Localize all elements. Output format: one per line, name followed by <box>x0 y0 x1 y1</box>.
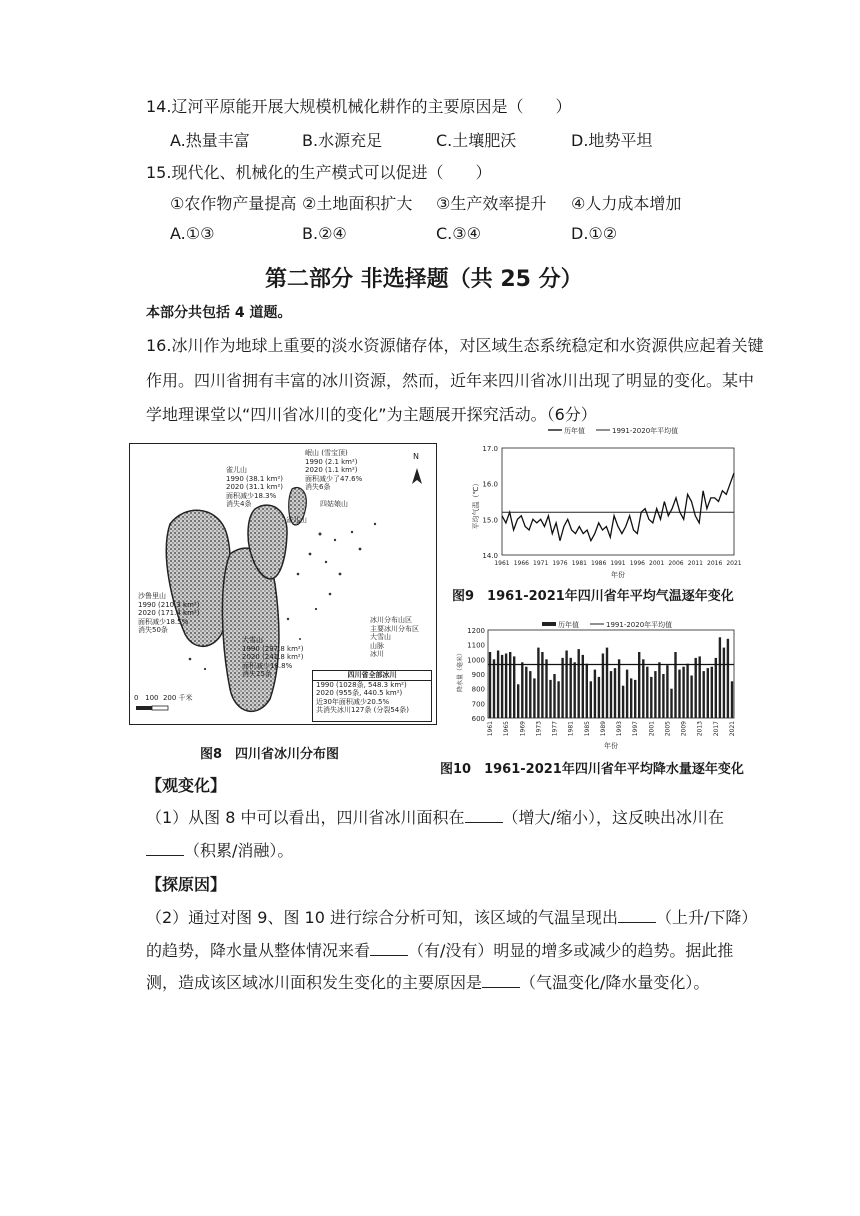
cause-q2-line1 <box>146 905 757 928</box>
bar-annual <box>622 686 624 718</box>
cause-q2-text-a: （2）通过对图 9、图 10 进行综合分析可知，该区域的气温呈现出 <box>146 908 618 927</box>
q15-item-1: ①农作物产量提高 <box>170 194 297 213</box>
bar-annual <box>614 668 616 718</box>
bar-annual <box>493 659 495 718</box>
fig10-chart <box>448 618 748 752</box>
q14-option-b[interactable]: B.水源充足 <box>302 131 383 150</box>
cause-heading: 【探原因】 <box>146 875 227 894</box>
x-tick-label: 1969 <box>519 721 527 737</box>
plot-frame <box>502 448 734 555</box>
bar-annual <box>654 671 656 718</box>
q15-item-4: ④人力成本增加 <box>571 194 682 213</box>
q15-option-b[interactable]: B.②④ <box>302 224 347 243</box>
obs-q1-text-c: （积累/消融）。 <box>184 841 294 860</box>
x-tick-label: 2001 <box>648 721 656 737</box>
x-tick-label: 1997 <box>632 721 640 737</box>
fig8-summary <box>312 670 432 722</box>
bar-annual <box>686 664 688 718</box>
x-tick-label: 1981 <box>571 560 587 567</box>
bar-annual <box>590 681 592 718</box>
x-axis-label: 年份 <box>611 571 625 579</box>
x-tick-label: 1989 <box>599 721 607 737</box>
x-axis-label: 年份 <box>604 742 618 750</box>
q14-stem: 14.辽河平原能开展大规模机械化耕作的主要原因是（ ） <box>146 97 572 116</box>
q14-option-c[interactable]: C.土壤肥沃 <box>436 131 517 150</box>
bar-annual <box>505 654 507 719</box>
daxueshan-label: 大雪山 1990 (297.8 km²) 2020 (241.8 km²) 面积减少18.8% 消失25条 <box>242 636 304 678</box>
bar-annual <box>578 649 580 718</box>
x-tick-label: 1991 <box>610 560 626 567</box>
legend-item-3: 山脉 <box>370 641 384 650</box>
north-label: N <box>413 452 419 461</box>
cause-q2-blank-3[interactable] <box>482 973 520 988</box>
cause-q2-text-d: （有/没有）明显的增多或减少的趋势。据此推 <box>408 941 734 960</box>
fig8-legend <box>370 616 430 659</box>
x-tick-label: 2009 <box>680 721 688 737</box>
obs-q1-text-a: （1）从图 8 中可以看出，四川省冰川面积在 <box>146 808 465 827</box>
y-tick-label: 700 <box>471 700 485 709</box>
cause-q2-text-b: （上升/下降） <box>655 908 758 927</box>
bar-annual <box>549 680 551 718</box>
legend-item-2: 大雪山 <box>370 633 391 641</box>
bar-annual <box>513 656 515 718</box>
x-tick-label: 1961 <box>487 721 495 737</box>
obs-heading: 【观变化】 <box>146 776 227 795</box>
q15-stem: 15.现代化、机械化的生产模式可以促进（ ） <box>146 163 492 182</box>
q15-option-c[interactable]: C.③④ <box>436 224 481 243</box>
bar-annual <box>537 648 539 718</box>
cause-q2-line3 <box>146 970 709 993</box>
bar-annual <box>561 658 563 718</box>
x-tick-label: 1996 <box>629 560 645 567</box>
fig9-caption: 图9 1961-2021年四川省年平均气温逐年变化 <box>452 589 734 604</box>
y-axis-label: 降水量（毫米） <box>457 649 464 692</box>
bar-annual <box>606 648 608 718</box>
x-tick-label: 2021 <box>726 560 742 567</box>
bar-annual <box>666 665 668 718</box>
x-tick-label: 1961 <box>494 560 510 567</box>
siguniang-label: 四姑娘山 <box>320 500 348 508</box>
bar-annual <box>489 652 491 718</box>
q16-line2: 作用。四川省拥有丰富的冰川资源，然而，近年来四川省冰川出现了明显的变化。某中 <box>146 371 755 390</box>
bar-annual <box>670 689 672 718</box>
cause-q2-blank-2[interactable] <box>370 941 408 956</box>
x-tick-label: 1976 <box>552 560 568 567</box>
obs-q1-line1 <box>146 805 724 828</box>
x-tick-label: 2001 <box>649 560 665 567</box>
cause-q2-line2 <box>146 938 733 961</box>
legend-label-annual: 历年值 <box>564 427 585 435</box>
legend-label-annual: 历年值 <box>558 621 579 629</box>
legend-swatch-annual <box>542 622 556 626</box>
y-tick-label: 17.0 <box>482 445 498 453</box>
y-axis-label: 平均气温（℃） <box>472 479 480 530</box>
x-tick-label: 2005 <box>664 721 672 737</box>
bar-annual <box>610 671 612 718</box>
bar-annual <box>574 662 576 718</box>
obs-q1-blank-2[interactable] <box>146 841 184 856</box>
summary-item-4: 共消失冰川127条 (分裂54条) <box>316 706 409 714</box>
queer-small-label: 雀儿山 <box>286 516 307 524</box>
summary-item-2: 2020 (955条, 440.5 km²) <box>316 689 403 697</box>
summary-title: 四川省全部冰川 <box>313 671 431 681</box>
legend-item-1: 主要冰川分布区 <box>370 624 419 633</box>
cause-q2-text-f: （气温变化/降水量变化）。 <box>520 973 710 992</box>
legend-label-mean: 1991-2020年平均值 <box>612 427 679 435</box>
x-tick-label: 2021 <box>728 721 736 737</box>
obs-q1-text-b: （增大/缩小），这反映出冰川在 <box>502 808 724 827</box>
x-tick-label: 1985 <box>583 721 591 737</box>
bar-annual <box>541 652 543 718</box>
y-tick-label: 1100 <box>467 641 485 650</box>
bar-annual <box>618 659 620 718</box>
bar-annual <box>626 670 628 718</box>
bar-annual <box>525 667 527 718</box>
bar-annual <box>658 662 660 718</box>
x-tick-label: 1966 <box>513 560 529 567</box>
x-tick-label: 2011 <box>687 560 703 567</box>
legend-title: 冰川分布山区 <box>370 616 412 624</box>
fig8-map <box>129 443 437 725</box>
q14-option-a[interactable]: A.热量丰富 <box>170 131 250 150</box>
bar-annual <box>682 667 684 718</box>
y-tick-label: 1000 <box>467 656 485 665</box>
bar-annual <box>545 659 547 718</box>
bar-annual <box>521 662 523 718</box>
x-tick-label: 1993 <box>616 721 624 737</box>
x-tick-label: 2006 <box>668 560 684 567</box>
x-tick-label: 2013 <box>696 721 704 737</box>
x-tick-label: 1973 <box>535 721 543 737</box>
cause-q2-text-c: 的趋势，降水量从整体情况来看 <box>146 941 371 960</box>
y-tick-label: 15.0 <box>482 516 498 525</box>
x-tick-label: 1965 <box>503 721 511 737</box>
scale-label: 0 100 200 千米 <box>134 694 193 702</box>
obs-q1-line2 <box>146 838 293 861</box>
y-tick-label: 16.0 <box>482 480 498 489</box>
cause-q2-blank-1[interactable] <box>618 908 656 923</box>
bar-annual <box>517 684 519 718</box>
x-tick-label: 2017 <box>712 721 720 737</box>
minshan-label: 岷山 (雪宝顶) 1990 (2.1 km²) 2020 (1.1 km²) 面积减少了47.6% 消失6条 <box>305 449 363 491</box>
x-tick-label: 1977 <box>551 721 559 737</box>
bar-annual <box>674 652 676 718</box>
bar-annual <box>650 677 652 718</box>
y-tick-label: 14.0 <box>482 552 498 560</box>
bar-annual <box>731 681 733 718</box>
fig8-caption: 图8 四川省冰川分布图 <box>200 747 340 762</box>
bar-annual <box>707 668 709 718</box>
x-tick-label: 1986 <box>591 560 607 567</box>
queershan-label: 雀儿山 1990 (38.1 km²) 2020 (31.1 km²) 面积减少18.3% 消失4条 <box>226 466 283 508</box>
x-tick-label: 2016 <box>707 560 723 567</box>
bar-annual <box>699 656 701 718</box>
bar-annual <box>662 674 664 718</box>
x-tick-label: 1981 <box>567 721 575 737</box>
y-tick-label: 600 <box>471 715 485 723</box>
q15-option-d[interactable]: D.①② <box>571 224 618 243</box>
bar-annual <box>634 680 636 718</box>
bar-annual <box>638 652 640 718</box>
legend-item-4: 冰川 <box>370 650 384 658</box>
part2-note: 本部分共包括 4 道题。 <box>146 305 292 321</box>
q15-option-a[interactable]: A.①③ <box>170 224 215 243</box>
bar-annual <box>565 651 567 719</box>
bar-annual <box>723 648 725 718</box>
fig9-chart <box>448 420 748 600</box>
cause-q2-text-e: 测，造成该区域冰川面积发生变化的主要原因是 <box>146 973 483 992</box>
bar-annual <box>570 658 572 718</box>
q15-item-3: ③生产效率提升 <box>436 194 547 213</box>
bar-annual <box>497 651 499 719</box>
fig10-caption: 图10 1961-2021年四川省年平均降水量逐年变化 <box>440 762 744 777</box>
bar-annual <box>678 670 680 718</box>
bar-annual <box>553 674 555 718</box>
part2-title: 第二部分 非选择题（共 25 分） <box>265 267 583 292</box>
obs-q1-blank-1[interactable] <box>465 808 503 823</box>
series-line-annual <box>502 473 734 541</box>
bar-annual <box>509 652 511 718</box>
q15-item-2: ②土地面积扩大 <box>302 194 413 213</box>
bar-annual <box>711 667 713 718</box>
q14-option-d[interactable]: D.地势平坦 <box>571 131 653 150</box>
bar-annual <box>715 658 717 718</box>
x-tick-label: 1971 <box>533 560 549 567</box>
bar-annual <box>703 671 705 718</box>
q16-line3: 学地理课堂以“四川省冰川的变化”为主题展开探究活动。（6分） <box>146 405 597 424</box>
legend-label-mean: 1991-2020年平均值 <box>606 621 673 629</box>
bar-annual <box>690 676 692 719</box>
summary-item-3: 近30年面积减少20.5% <box>316 697 390 706</box>
bar-annual <box>594 670 596 718</box>
bar-annual <box>695 658 697 718</box>
bar-annual <box>646 667 648 718</box>
y-tick-label: 900 <box>471 671 485 679</box>
y-tick-label: 1200 <box>467 627 485 635</box>
summary-item-1: 1990 (1028条, 548.3 km²) <box>316 680 407 689</box>
bar-annual <box>533 678 535 718</box>
shaluli-label: 沙鲁里山 1990 (210.3 km²) 2020 (171.4 km²) 面积减少18.5% 消失50条 <box>138 592 200 634</box>
bar-annual <box>727 639 729 718</box>
bar-annual <box>719 637 721 718</box>
bar-annual <box>529 671 531 718</box>
y-tick-label: 800 <box>471 685 485 694</box>
bar-annual <box>630 678 632 718</box>
q16-line1: 16.冰川作为地球上重要的淡水资源储存体，对区域生态系统稳定和水资源供应起着关键 <box>146 336 764 355</box>
bar-annual <box>642 659 644 718</box>
bar-annual <box>557 681 559 718</box>
bar-annual <box>586 664 588 718</box>
bar-annual <box>598 677 600 718</box>
bar-annual <box>602 654 604 719</box>
